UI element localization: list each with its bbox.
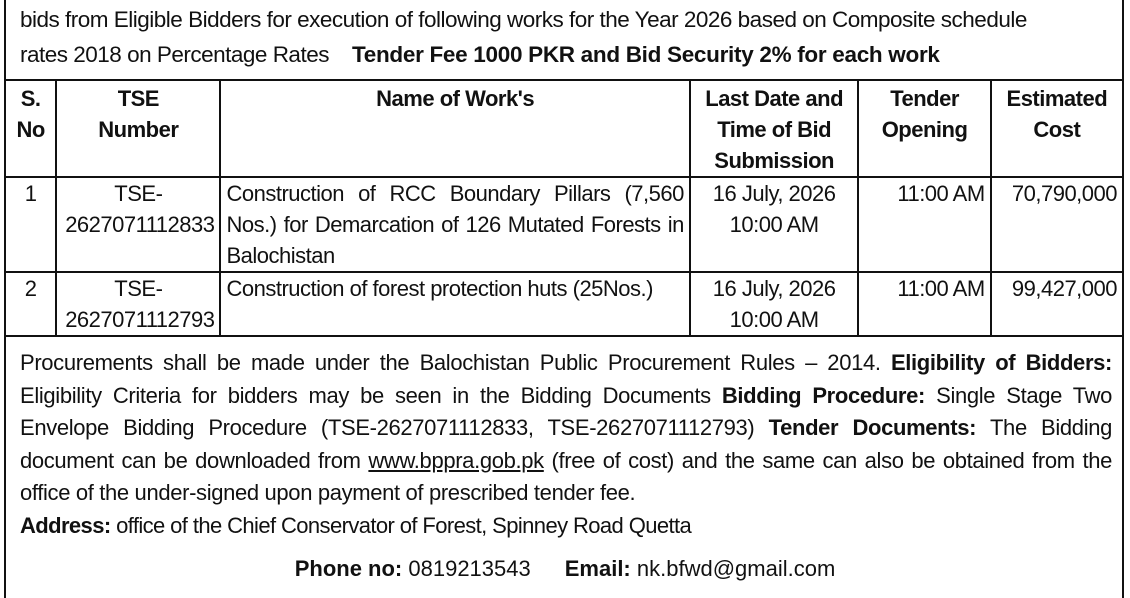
eligibility-text: Eligibility Criteria for bidders may be seen in the Bidding Documents (20, 382, 711, 408)
row-estimated-cost: 70,790,000 (991, 177, 1123, 272)
notice-terms (20, 347, 1112, 543)
row-last-date: 16 July, 2026 10:00 AM (690, 272, 859, 336)
row-estimated-cost: 99,427,000 (991, 272, 1123, 336)
row-sno: 1 (5, 177, 56, 272)
intro-paragraph (20, 2, 1115, 72)
table-header-row (5, 80, 1123, 177)
row-sno: 2 (5, 272, 56, 336)
row-tender-opening: 11:00 AM (858, 272, 990, 336)
table-row (5, 272, 1123, 336)
row-name-of-work: Construction of forest protection huts (25Nos.) (220, 272, 689, 336)
terms-paragraph (20, 347, 1112, 510)
bidding-procedure-label: Bidding Procedure: (721, 382, 926, 408)
contact-line (0, 553, 1130, 585)
works-table (4, 79, 1124, 337)
email-address: nk.bfwd@gmail.com (636, 556, 836, 581)
address-text: office of the Chief Conservator of Forest, Spinney Road Quetta (116, 512, 692, 538)
tender-documents-text-2: (free of cost) and the same can also be obtained from the office of the under-signed upon payment of prescribed tender fee. (20, 447, 1112, 506)
intro-line-1: bids from Eligible Bidders for execution of following works for the Year 2026 based on Composite schedule (20, 7, 1027, 32)
address-line (20, 510, 1112, 543)
header-tender-opening: Tender Opening (858, 80, 990, 177)
phone-label: Phone no: (294, 556, 403, 581)
phone-number: 0819213543 (408, 556, 531, 581)
header-tse-number: TSE Number (56, 80, 220, 177)
intro-rates-text: rates 2018 on Percentage Rates (20, 42, 329, 67)
intro-line-2 (20, 37, 1115, 72)
row-tse-number: TSE- 2627071112793 (56, 272, 220, 336)
header-name-of-work: Name of Work's (220, 80, 689, 177)
bidding-procedure-text: Single Stage Two Envelope Bidding Procedure (TSE-2627071112833, TSE-2627071112793) (20, 382, 1113, 441)
row-last-date: 16 July, 2026 10:00 AM (690, 177, 859, 272)
row-tse-number: TSE- 2627071112833 (56, 177, 220, 272)
procurement-rules-text: Procurements shall be made under the Balochistan Public Procurement Rules – 2014. (20, 350, 881, 375)
header-estimated-cost: Estimated Cost (991, 80, 1123, 177)
row-name-of-work: Construction of RCC Boundary Pillars (7,560 Nos.) for Demarcation of 126 Mutated Forests in Balochistan (220, 177, 689, 272)
header-last-date: Last Date and Time of Bid Submission (690, 80, 859, 177)
row-tender-opening: 11:00 AM (858, 177, 990, 272)
table-row (5, 177, 1123, 272)
header-sno: S. No (5, 80, 56, 177)
tender-documents-label: Tender Documents: (768, 415, 977, 441)
bppra-website-link[interactable]: www.bppra.gob.pk (368, 447, 544, 473)
tender-documents-text: The Bidding document can be downloaded from (20, 415, 1113, 473)
address-label: Address: (20, 512, 111, 538)
eligibility-label: Eligibility of Bidders: (890, 350, 1113, 375)
tender-fee-text: Tender Fee 1000 PKR and Bid Security 2% for each work (351, 42, 940, 67)
email-label: Email: (564, 556, 631, 581)
